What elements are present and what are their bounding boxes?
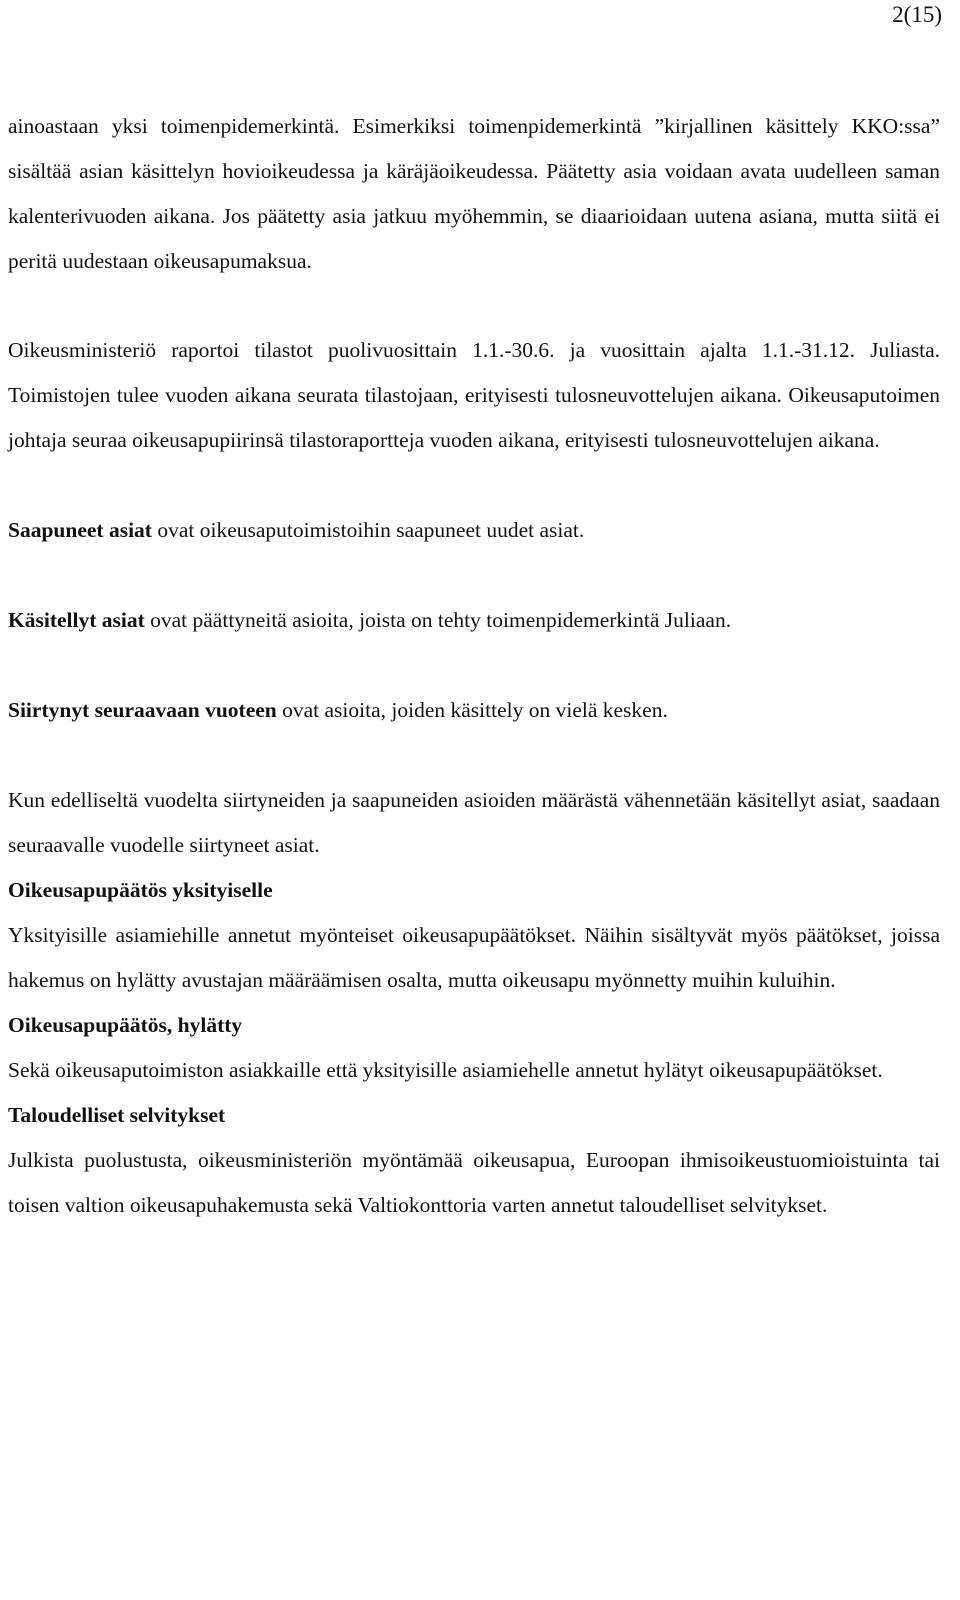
page-number: 2(15) bbox=[892, 2, 942, 27]
definition-siirtynyt bbox=[8, 688, 940, 733]
definition-text-siirtynyt: ovat asioita, joiden käsittely on vielä kesken. bbox=[276, 698, 668, 722]
section-heading-taloudelliset: Taloudelliset selvitykset bbox=[8, 1103, 226, 1127]
term-kasitellyt: Käsitellyt asiat bbox=[8, 608, 145, 632]
definition-saapuneet bbox=[8, 508, 940, 553]
definition-text-kasitellyt: ovat päättyneitä asioita, joista on tehty toimenpidemerkintä Juliaan. bbox=[144, 608, 732, 632]
section-text-yksityiselle: Yksityisille asiamiehille annetut myönteiset oikeusapupäätökset. Näihin sisältyvät myös päätökset, joissa hakemus on hylätty avustajan määräämisen osalta, mutta oikeusapu myönnetty muihin kuluihin. bbox=[8, 923, 940, 992]
paragraph-closing-note: ainoastaan yksi toimenpidemerkintä. Esimerkiksi toimenpidemerkintä ”kirjallinen käsittely KKO:ssa” sisältää asian käsittelyn hovioikeudessa ja käräjäoikeudessa. Päätetty asia voidaan avata uudelleen saman kalenterivuoden aikana. Jos päätetty asia jatkuu myöhemmin, se diaarioidaan uutena asiana, mutta siitä ei peritä uudestaan oikeusapumaksua. bbox=[8, 114, 940, 273]
document-body bbox=[8, 104, 940, 1228]
paragraph-reporting: Oikeusministeriö raportoi tilastot puolivuosittain 1.1.-30.6. ja vuosittain ajalta 1.1.-31.12. Juliasta. Toimistojen tulee vuoden aikana seurata tilastojaan, erityisesti tulosneuvottelujen aikana. Oikeusaputoimen johtaja seuraa oikeusapupiirinsä tilastoraportteja vuoden aikana, erityisesti tulosneuvottelujen aikana. bbox=[8, 338, 940, 452]
term-siirtynyt: Siirtynyt seuraavaan vuoteen bbox=[8, 698, 277, 722]
term-saapuneet: Saapuneet asiat bbox=[8, 518, 152, 542]
definition-kasitellyt bbox=[8, 598, 940, 643]
section-heading-yksityiselle: Oikeusapupäätös yksityiselle bbox=[8, 878, 273, 902]
section-heading-hylatty: Oikeusapupäätös, hylätty bbox=[8, 1013, 243, 1037]
section-text-hylatty: Sekä oikeusaputoimiston asiakkaille että yksityisille asiamiehelle annetut hylätyt oikeusapupäätökset. bbox=[8, 1058, 883, 1082]
paragraph-calculation: Kun edelliseltä vuodelta siirtyneiden ja saapuneiden asioiden määrästä vähennetään käsitellyt asiat, saadaan seuraavalle vuodelle siirtyneet asiat. bbox=[8, 788, 940, 857]
definition-text-saapuneet: ovat oikeusaputoimistoihin saapuneet uudet asiat. bbox=[151, 518, 585, 542]
section-text-taloudelliset: Julkista puolustusta, oikeusministeriön myöntämää oikeusapua, Euroopan ihmisoikeustuomioistuinta tai toisen valtion oikeusapuhakemusta sekä Valtiokonttoria varten annetut taloudelliset selvitykset. bbox=[8, 1148, 940, 1217]
